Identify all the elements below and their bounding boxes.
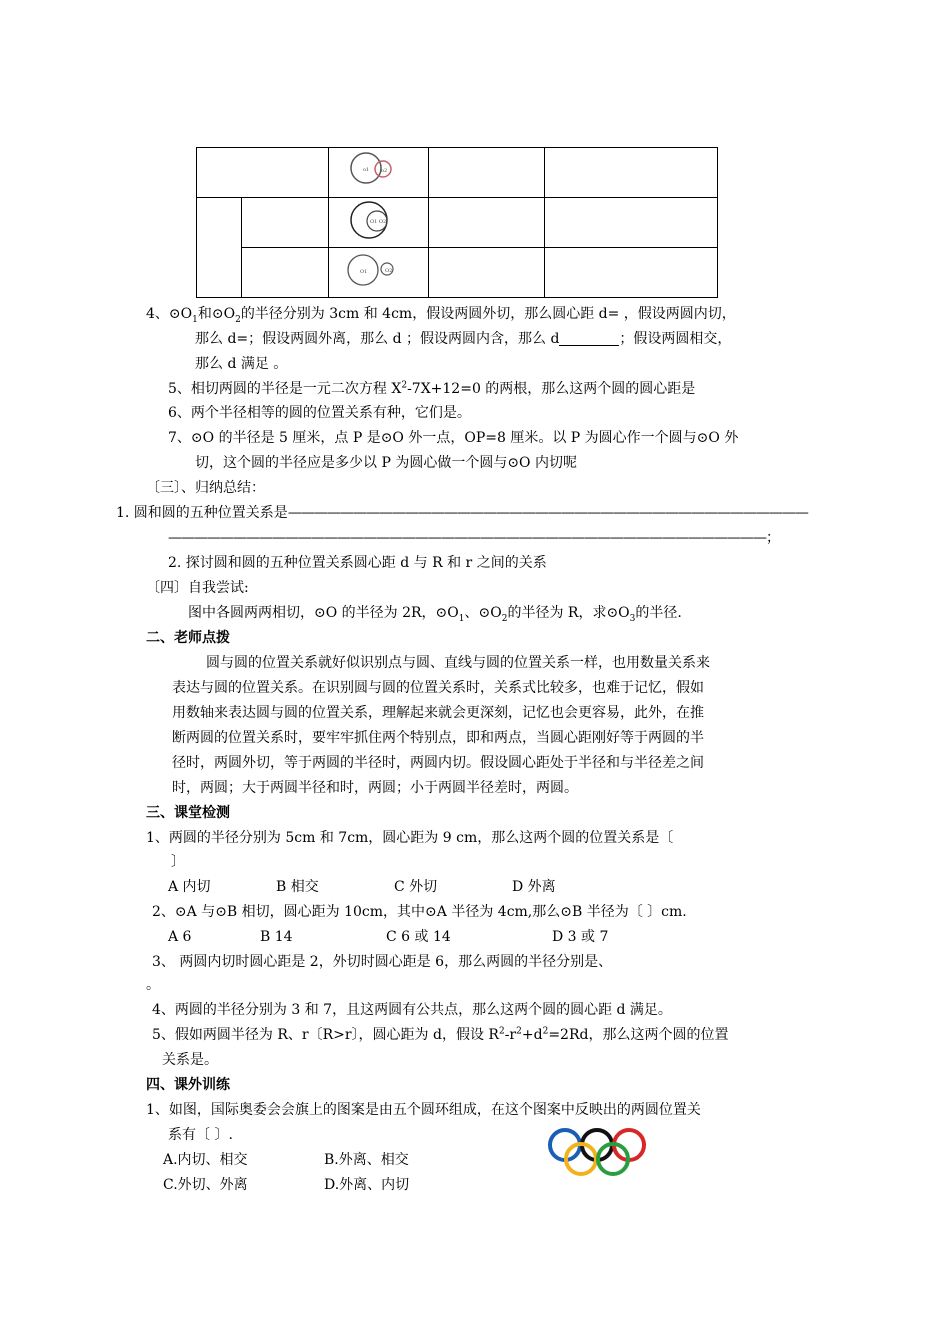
question-7-line-1: 7、⊙O 的半径是 5 厘米，点 P 是⊙O 外一点，OP=8 厘米。以 P 为圆心作一个圆与⊙O 外 — [168, 430, 739, 446]
option[interactable]: D 3 或 7 — [552, 929, 609, 945]
summary-item-1-continued: ——————————————————————————————————————————————； — [168, 530, 779, 546]
teacher-tips-heading: 二、老师点拨 — [146, 630, 230, 646]
question-5: 5、相切两圆的半径是一元二次方程 $X^2-7X+12=0$ 的两根，那么这两个圆的圆心距是 — [168, 380, 696, 397]
option[interactable]: B.外离、相交 — [324, 1152, 409, 1168]
option[interactable]: C 6 或 14 — [386, 929, 451, 945]
self-try-heading: 〔四〕自我尝试: — [146, 580, 249, 596]
table-cell — [429, 248, 545, 298]
table-cell — [197, 198, 242, 298]
teacher-tips-line: 圆与圆的位置关系就好似识别点与圆、直线与圆的位置关系一样，也用数量关系来 — [206, 655, 710, 671]
option[interactable]: B 相交 — [276, 879, 319, 895]
check-question-4: 4、两圆的半径分别为 3 和 7，且这两圆有公共点，那么这两个圆的圆心距 d 满足。 — [152, 1002, 672, 1018]
option[interactable]: D.外离、内切 — [324, 1177, 410, 1193]
table-cell — [545, 198, 718, 248]
option[interactable]: A.内切、相交 — [163, 1152, 248, 1168]
svg-text:O2: O2 — [385, 267, 393, 274]
table-cell-diagram — [329, 248, 429, 298]
table-cell-diagram — [329, 198, 429, 248]
option[interactable]: C 外切 — [394, 879, 438, 895]
summary-item-1: 1. 圆和圆的五种位置关系是———————————————————————————————————————— — [116, 505, 808, 521]
option[interactable]: D 外离 — [512, 879, 556, 895]
check-question-5-line-1: 5、假如两圆半径为 R、r〔R>r〕，圆心距为 d，假设 $R^2-r^2+d^2=2Rd$，那么这两个圆的位置 — [152, 1026, 729, 1043]
check-question-1-line-2: 〕 — [171, 854, 185, 870]
table-cell — [545, 148, 718, 198]
check-question-3-end: 。 — [146, 977, 160, 993]
teacher-tips-line: 用数轴来表达圆与圆的位置关系，理解起来就会更深刻，记忆也会更容易，此外，在推 — [172, 705, 704, 721]
extra-training-heading: 四、课外训练 — [146, 1077, 230, 1093]
option[interactable]: A 6 — [168, 929, 192, 945]
teacher-tips-line: 断两圆的位置关系时，要牢牢抓住两个特别点，即和两点，当圆心距刚好等于两圆的半 — [172, 730, 704, 746]
question-4-line-2: 那么 d=；假设两圆外离，那么 d ；假设两圆内含，那么 d ；假设两圆相交， — [195, 331, 732, 347]
olympic-rings-icon — [546, 1126, 650, 1178]
svg-text:o1: o1 — [363, 166, 370, 173]
classroom-check-heading: 三、课堂检测 — [146, 805, 230, 821]
externally-separate-circles-diagram — [329, 249, 428, 297]
teacher-tips-line: 表达与圆的位置关系。在识别圆与圆的位置关系时，关系式比较多，也难于记忆，假如 — [172, 680, 704, 696]
check-question-3: 3、 两圆内切时圆心距是 2，外切时圆心距是 6，那么两圆的半径分别是、 — [152, 954, 613, 970]
question-4-line-1: 4、$⊙O_1$和$⊙O_2$的半径分别为 3cm 和 4cm，假设两圆外切，那么圆心距 d= ，假设两圆内切， — [146, 306, 736, 325]
table-cell — [242, 198, 329, 248]
table-cell — [197, 148, 329, 198]
extra-question-1-line-1: 1、如图，国际奥委会会旗上的图案是由五个圆环组成，在这个图案中反映出的两圆位置关 — [146, 1102, 701, 1118]
option[interactable]: A 内切 — [168, 879, 211, 895]
option[interactable]: C.外切、外离 — [163, 1177, 248, 1193]
svg-text:O1: O1 — [360, 268, 368, 275]
internally-tangent-circles-diagram — [329, 199, 428, 247]
extra-question-1-line-2: 系有〔 〕. — [168, 1127, 233, 1143]
summary-heading: 〔三〕、归纳总结： — [146, 480, 265, 496]
table-cell — [242, 248, 329, 298]
self-try-text: 图中各圆两两相切，⊙O 的半径为 2R，$⊙O_1$、$⊙O_2$的半径为 R，求$⊙O_3$的半径. — [188, 605, 682, 624]
question-4-line-3: 那么 d 满足 。 — [195, 356, 288, 372]
table-cell-diagram — [329, 148, 429, 198]
check-question-5-line-2: 关系是。 — [162, 1052, 218, 1068]
question-6: 6、两个半径相等的圆的位置关系有种，它们是。 — [168, 405, 471, 421]
check-question-1-line-1: 1、两圆的半径分别为 5cm 和 7cm，圆心距为 9 cm，那么这两个圆的位置关系是〔 — [146, 830, 674, 846]
table-cell — [545, 248, 718, 298]
table-cell — [429, 198, 545, 248]
check-question-2: 2、⊙A 与⊙B 相切，圆心距为 10cm，其中⊙A 半径为 4cm,那么⊙B 半径为〔 〕cm. — [152, 904, 687, 920]
question-7-line-2: 切，这个圆的半径应是多少以 P 为圆心做一个圆与⊙O 内切呢 — [195, 455, 577, 471]
relation-table — [196, 147, 718, 298]
olympic-rings-image — [546, 1126, 650, 1178]
table-cell — [429, 148, 545, 198]
teacher-tips-line: 时，两圆；大于两圆半径和时，两圆；小于两圆半径差时，两圆。 — [172, 780, 578, 796]
teacher-tips-line: 径时，两圆外切，等于两圆的半径时，两圆内切。假设圆心距处于半径和与半径差之间 — [172, 755, 704, 771]
answer-blank[interactable] — [559, 331, 619, 346]
option[interactable]: B 14 — [260, 929, 293, 945]
summary-item-2: 2. 探讨圆和圆的五种位置关系圆心距 d 与 R 和 r 之间的关系 — [168, 555, 547, 571]
svg-text:O1 O2: O1 O2 — [370, 218, 387, 225]
svg-text:o2: o2 — [381, 167, 388, 174]
intersecting-circles-diagram — [329, 149, 428, 197]
